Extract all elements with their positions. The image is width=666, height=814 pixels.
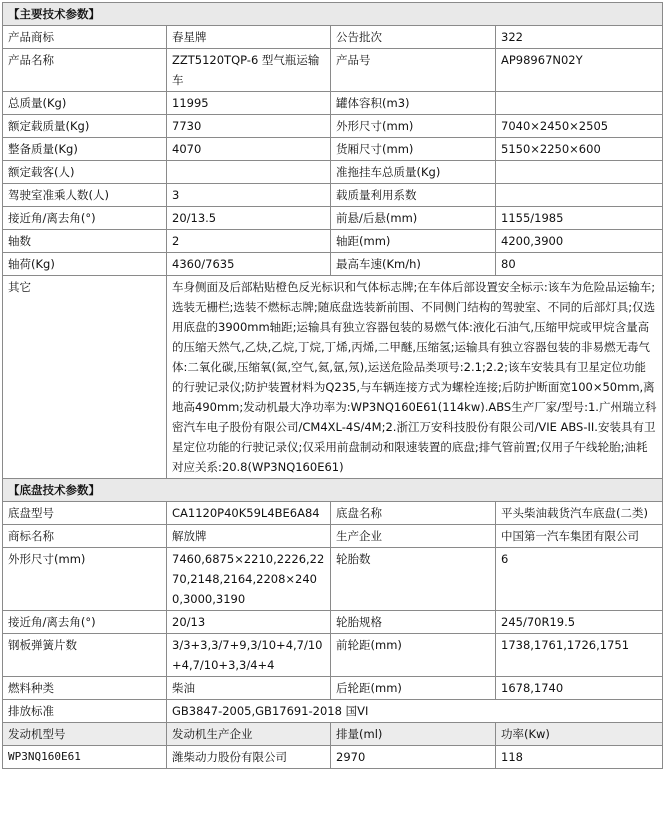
engine-model: WP3NQ160E61 — [3, 746, 167, 769]
field-label: 轮胎数 — [331, 548, 496, 611]
engine-power: 118 — [496, 746, 663, 769]
field-value: 4360/7635 — [167, 253, 331, 276]
field-label: 驾驶室准乘人数(人) — [3, 184, 167, 207]
field-label: 后轮距(mm) — [331, 677, 496, 700]
table-row — [3, 207, 663, 230]
field-label: 额定载质量(Kg) — [3, 115, 167, 138]
field-value: 20/13.5 — [167, 207, 331, 230]
table-row — [3, 502, 663, 525]
engine-row — [3, 746, 663, 769]
field-label: 总质量(Kg) — [3, 92, 167, 115]
field-value: 春星牌 — [167, 26, 331, 49]
field-label: 商标名称 — [3, 525, 167, 548]
other-label: 其它 — [3, 276, 167, 479]
field-value — [496, 92, 663, 115]
table-row — [3, 161, 663, 184]
emission-row — [3, 700, 663, 723]
table-row — [3, 26, 663, 49]
field-value: 4070 — [167, 138, 331, 161]
field-label: 轴数 — [3, 230, 167, 253]
field-label: 额定载客(人) — [3, 161, 167, 184]
engine-displacement: 2970 — [331, 746, 496, 769]
field-value: 7460,6875×2210,2226,2270,2148,2164,2208×2400,3000,3190 — [167, 548, 331, 611]
field-value: 20/13 — [167, 611, 331, 634]
other-notes-row — [3, 276, 663, 479]
field-label: 外形尺寸(mm) — [331, 115, 496, 138]
field-value: 1738,1761,1726,1751 — [496, 634, 663, 677]
field-label: 接近角/离去角(°) — [3, 207, 167, 230]
field-value: AP98967N02Y — [496, 49, 663, 92]
field-label: 货厢尺寸(mm) — [331, 138, 496, 161]
field-value — [496, 184, 663, 207]
field-value: CA1120P40K59L4BE6A84 — [167, 502, 331, 525]
table-row — [3, 634, 663, 677]
table-row — [3, 253, 663, 276]
field-value: 解放牌 — [167, 525, 331, 548]
emission-label: 排放标准 — [3, 700, 167, 723]
table-row — [3, 548, 663, 611]
field-value: 7040×2450×2505 — [496, 115, 663, 138]
engine-manufacturer: 潍柴动力股份有限公司 — [167, 746, 331, 769]
field-label: 底盘名称 — [331, 502, 496, 525]
field-label: 产品名称 — [3, 49, 167, 92]
column-header: 发动机型号 — [3, 723, 167, 746]
table-row — [3, 230, 663, 253]
engine-header-row — [3, 723, 663, 746]
field-value: 11995 — [167, 92, 331, 115]
field-label: 准拖挂车总质量(Kg) — [331, 161, 496, 184]
field-label: 公告批次 — [331, 26, 496, 49]
field-value: ZZT5120TQP-6 型气瓶运输车 — [167, 49, 331, 92]
field-label: 生产企业 — [331, 525, 496, 548]
field-value: 3/3+3,3/7+9,3/10+4,7/10+4,7/10+3,3/4+4 — [167, 634, 331, 677]
field-label: 轮胎规格 — [331, 611, 496, 634]
field-label: 产品号 — [331, 49, 496, 92]
field-value: 中国第一汽车集团有限公司 — [496, 525, 663, 548]
emission-value: GB3847-2005,GB17691-2018 国VI — [167, 700, 663, 723]
field-label: 轴荷(Kg) — [3, 253, 167, 276]
field-label: 前轮距(mm) — [331, 634, 496, 677]
field-value: 6 — [496, 548, 663, 611]
field-label: 外形尺寸(mm) — [3, 548, 167, 611]
field-value: 80 — [496, 253, 663, 276]
field-value: 3 — [167, 184, 331, 207]
table-row — [3, 92, 663, 115]
table-row — [3, 525, 663, 548]
field-value — [496, 161, 663, 184]
field-value: 柴油 — [167, 677, 331, 700]
field-label: 轴距(mm) — [331, 230, 496, 253]
field-label: 接近角/离去角(°) — [3, 611, 167, 634]
column-header: 功率(Kw) — [496, 723, 663, 746]
field-value: 1155/1985 — [496, 207, 663, 230]
table-row — [3, 49, 663, 92]
spec-table — [2, 2, 663, 769]
field-label: 钢板弹簧片数 — [3, 634, 167, 677]
field-value: 322 — [496, 26, 663, 49]
chassis-section-title: 【底盘技术参数】 — [3, 479, 663, 502]
table-row — [3, 184, 663, 207]
field-value: 7730 — [167, 115, 331, 138]
column-header: 发动机生产企业 — [167, 723, 331, 746]
field-label: 最高车速(Km/h) — [331, 253, 496, 276]
table-row — [3, 115, 663, 138]
field-value — [167, 161, 331, 184]
field-label: 产品商标 — [3, 26, 167, 49]
column-header: 排量(ml) — [331, 723, 496, 746]
table-row — [3, 138, 663, 161]
field-value: 5150×2250×600 — [496, 138, 663, 161]
main-section-header — [3, 3, 663, 26]
field-label: 前悬/后悬(mm) — [331, 207, 496, 230]
field-label: 整备质量(Kg) — [3, 138, 167, 161]
field-value: 245/70R19.5 — [496, 611, 663, 634]
other-notes-text: 车身侧面及后部粘贴橙色反光标识和气体标志牌;在车体后部设置安全标示:该车为危险品运输车;选装无栅栏;选装不燃标志牌;随底盘选装新前围、不同侧门结构的驾驶室、不同的后部灯具;仅选用底盘的3900mm轴距;运输具有独立容器包装的易燃气体:液化石油气,压缩甲烷或甲烷含量高的压缩天然气,乙炔,乙烷,丁烷,丁烯,丙烯,二甲醚,压缩氢;运输具有独立容器包装的非易燃无毒气体:二氧化碳,压缩氧(氮,空气,氦,氩,氖),运送危险品类项号:2.1;2.2;该车安装具有卫星定位功能的行驶记录仪;防护装置材料为Q235,与车辆连接方式为螺栓连接;后防护断面宽100×50mm,离地高490mm;发动机最大净功率为:WP3NQ160E61(114kw).ABS生产厂家/型号:1.广州瑞立科密汽车电子股份有限公司/CM4XL-4S/4M;2.浙江万安科技股份有限公司/VIE ABS-II.安装具有卫星定位功能的行驶记录仪;仅采用前盘制动和限速装置的底盘;排气管前置;仅用子午线轮胎;油耗对应关系:20.8(WP3NQ160E61) — [167, 276, 663, 479]
field-label: 载质量利用系数 — [331, 184, 496, 207]
field-label: 罐体容积(m3) — [331, 92, 496, 115]
field-value: 1678,1740 — [496, 677, 663, 700]
field-value: 2 — [167, 230, 331, 253]
main-section-title: 【主要技术参数】 — [3, 3, 663, 26]
field-value: 平头柴油载货汽车底盘(二类) — [496, 502, 663, 525]
field-label: 燃料种类 — [3, 677, 167, 700]
field-value: 4200,3900 — [496, 230, 663, 253]
chassis-section-header — [3, 479, 663, 502]
field-label: 底盘型号 — [3, 502, 167, 525]
table-row — [3, 677, 663, 700]
table-row — [3, 611, 663, 634]
